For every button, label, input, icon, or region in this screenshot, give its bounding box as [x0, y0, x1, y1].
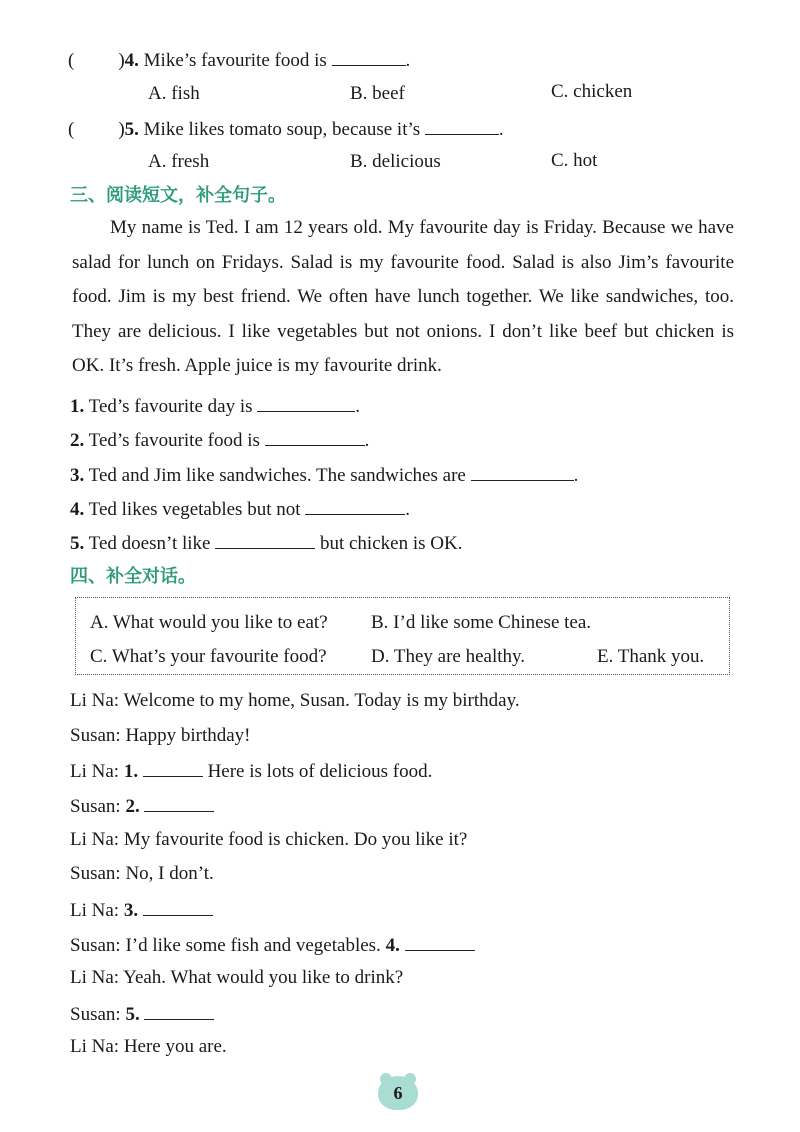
- section-title-4: 四、补全对话。: [70, 566, 196, 587]
- answer-blank[interactable]: [143, 897, 213, 916]
- dialogue-line: Susan: 5.: [70, 1001, 214, 1027]
- reading-question-2: 2. Ted’s favourite food is .: [70, 427, 369, 453]
- answer-blank[interactable]: [471, 462, 574, 481]
- answer-blank[interactable]: [143, 758, 203, 777]
- dialogue-line: Li Na: 1. Here is lots of delicious food.: [70, 758, 432, 784]
- box-option-c: C. What’s your favourite food?: [90, 646, 327, 667]
- dialogue-line: Susan: No, I don’t.: [70, 863, 214, 884]
- answer-blank[interactable]: [265, 427, 365, 446]
- box-option-d: D. They are healthy.: [371, 646, 526, 667]
- q5-option-c[interactable]: C. hot: [551, 150, 598, 171]
- q4-option-b[interactable]: B. beef: [350, 83, 405, 104]
- box-option-e: E. Thank you.: [597, 646, 705, 667]
- answer-blank[interactable]: [425, 116, 499, 135]
- reading-question-4: 4. Ted likes vegetables but not .: [70, 496, 410, 522]
- reading-passage: My name is Ted. I am 12 years old. My favourite day is Friday. Because we have salad for lunch on Fridays. Salad is my favourite food. Salad is also Jim’s favourite food. Jim is my best friend. We often have lunch together. We like sandwiches, too. They are delicious. I like vegetables but not onions. I don’t like beef but chicken is OK. It’s fresh. Apple juice is my favourite drink.: [72, 217, 734, 376]
- answer-blank[interactable]: [215, 530, 315, 549]
- dialogue-line: Susan: Happy birthday!: [70, 725, 251, 746]
- dialogue-line: Li Na: My favourite food is chicken. Do you like it?: [70, 829, 468, 850]
- q4-option-a[interactable]: A. fish: [148, 83, 200, 104]
- box-option-a: A. What would you like to eat?: [90, 612, 328, 633]
- answer-blank[interactable]: [332, 47, 406, 66]
- question-4: ( )4. Mike’s favourite food is .: [68, 47, 410, 73]
- page-number: 6: [378, 1076, 418, 1110]
- answer-blank[interactable]: [305, 496, 405, 515]
- q4-option-c[interactable]: C. chicken: [551, 81, 633, 102]
- section-title-3: 三、阅读短文，补全句子。: [70, 185, 286, 206]
- dialogue-line: Li Na: Yeah. What would you like to drink?: [70, 967, 404, 988]
- dialogue-line: Susan: 2.: [70, 793, 214, 819]
- box-option-b: B. I’d like some Chinese tea.: [371, 612, 592, 633]
- dialogue-line: Li Na: 3.: [70, 897, 213, 923]
- question-5: ( )5. Mike likes tomato soup, because it’s .: [68, 116, 504, 142]
- q5-option-b[interactable]: B. delicious: [350, 151, 441, 172]
- reading-question-3: 3. Ted and Jim like sandwiches. The sandwiches are .: [70, 462, 578, 488]
- dialogue-line: Li Na: Here you are.: [70, 1036, 227, 1057]
- answer-blank[interactable]: [405, 932, 475, 951]
- q5-option-a[interactable]: A. fresh: [148, 151, 210, 172]
- dialogue-line: Li Na: Welcome to my home, Susan. Today is my birthday.: [70, 690, 520, 711]
- reading-question-5: 5. Ted doesn’t like but chicken is OK.: [70, 530, 462, 556]
- reading-question-1: 1. Ted’s favourite day is .: [70, 393, 360, 419]
- dialogue-line: Susan: I’d like some fish and vegetables. 4.: [70, 932, 475, 958]
- answer-blank[interactable]: [144, 793, 214, 812]
- answer-blank[interactable]: [257, 393, 355, 412]
- answer-blank[interactable]: [144, 1001, 214, 1020]
